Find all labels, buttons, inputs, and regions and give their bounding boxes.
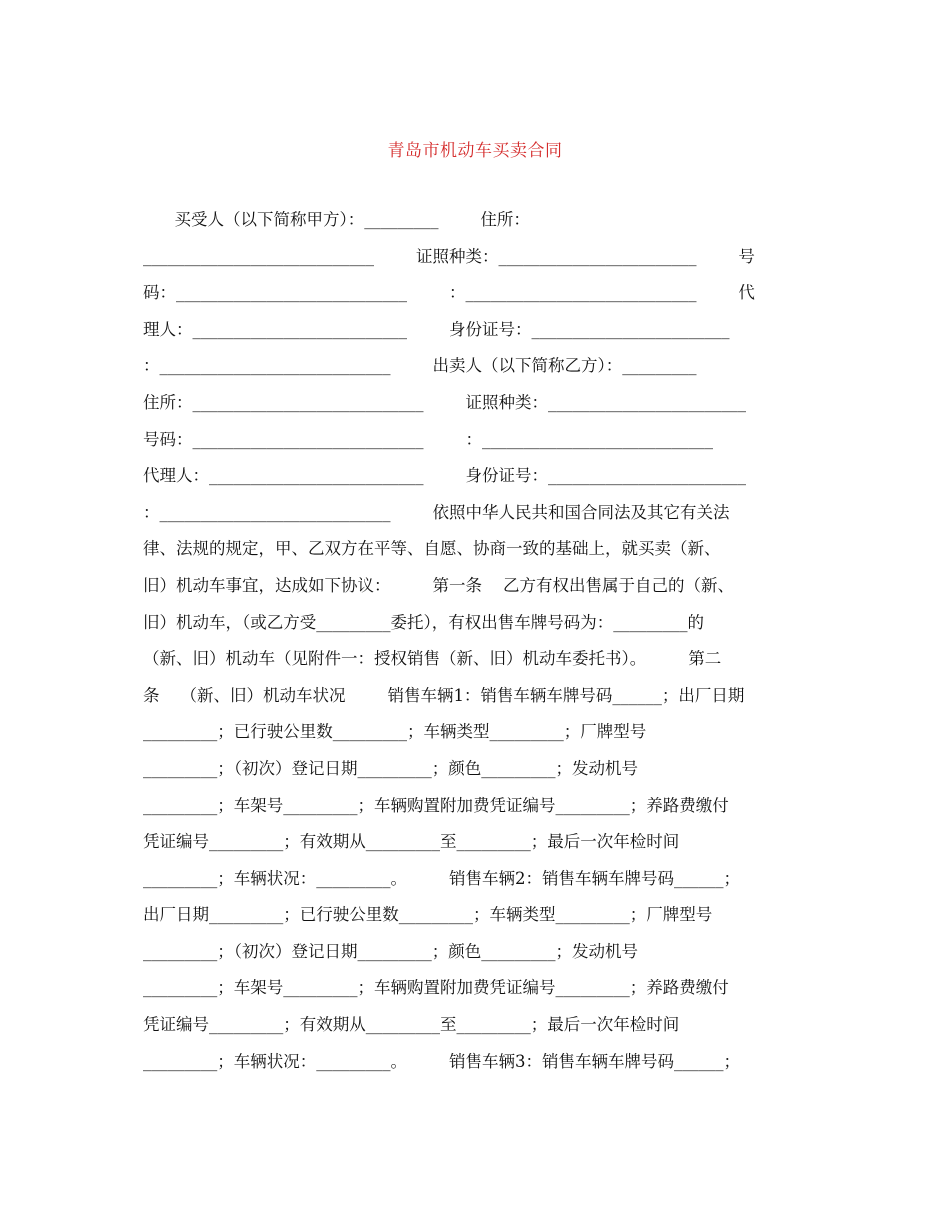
text-line: 旧）机动车，（或乙方受_________委托），有权出售车牌号码为：_________的 [143,612,704,632]
text-line: _________；车架号_________；车辆购置附加费凭证编号_________；养路费缴付 [143,978,729,998]
text-line: 代理人：__________________________ 身份证号：________________________ [143,466,746,486]
text-line: _________；（初次）登记日期_________；颜色_________；发动机号 [143,758,638,778]
text-line: 凭证编号_________；有效期从_________至_________；最后一次年检时间 [143,1015,680,1035]
text-line: 理人：__________________________ 身份证号：________________________ [143,319,730,339]
text-line: 住所：____________________________ 证照种类：________________________ [143,392,746,412]
text-line: ：____________________________ 出卖人（以下简称乙方）：_________ [143,356,697,376]
text-line: _________；车辆状况：_________。 销售车辆2：销售车辆车牌号码______； [143,868,740,888]
text-line: 条 （新、旧）机动车状况 销售车辆1：销售车辆车牌号码______；出厂日期 [143,685,745,705]
text-line: _________；（初次）登记日期_________；颜色_________；发动机号 [143,941,638,961]
text-line: 买受人（以下简称甲方）：_________ 住所： [143,210,530,229]
text-line: （新、旧）机动车（见附件一：授权销售（新、旧）机动车委托书）。 第二 [143,649,722,669]
text-line: 凭证编号_________；有效期从_________至_________；最后一次年检时间 [143,832,680,852]
text-line: _________；车架号_________；车辆购置附加费凭证编号_________；养路费缴付 [143,795,729,815]
document-title: 青岛市机动车买卖合同 [387,141,563,161]
text-line: 码：____________________________ ：____________________________ 代 [143,283,755,303]
contract-body [143,202,805,1080]
text-line: 号码：____________________________ ：____________________________ [143,429,713,449]
text-line: 旧）机动车事宜，达成如下协议： 第一条 乙方有权出售属于自己的（新、 [143,575,734,595]
text-line: ____________________________ 证照种类：________________________ 号 [143,246,755,266]
text-line: 律、法规的规定，甲、乙双方在平等、自愿、协商一致的基础上，就买卖（新、 [143,539,721,559]
text-line: _________；已行驶公里数_________；车辆类型_________；厂牌型号 [143,722,647,742]
text-line: _________；车辆状况：_________。 销售车辆3：销售车辆车牌号码______； [143,1051,740,1071]
text-line: ：____________________________ 依照中华人民共和国合同法及其它有关法 [143,502,730,522]
text-line: 出厂日期_________；已行驶公里数_________；车辆类型_________；厂牌型号 [143,905,713,925]
